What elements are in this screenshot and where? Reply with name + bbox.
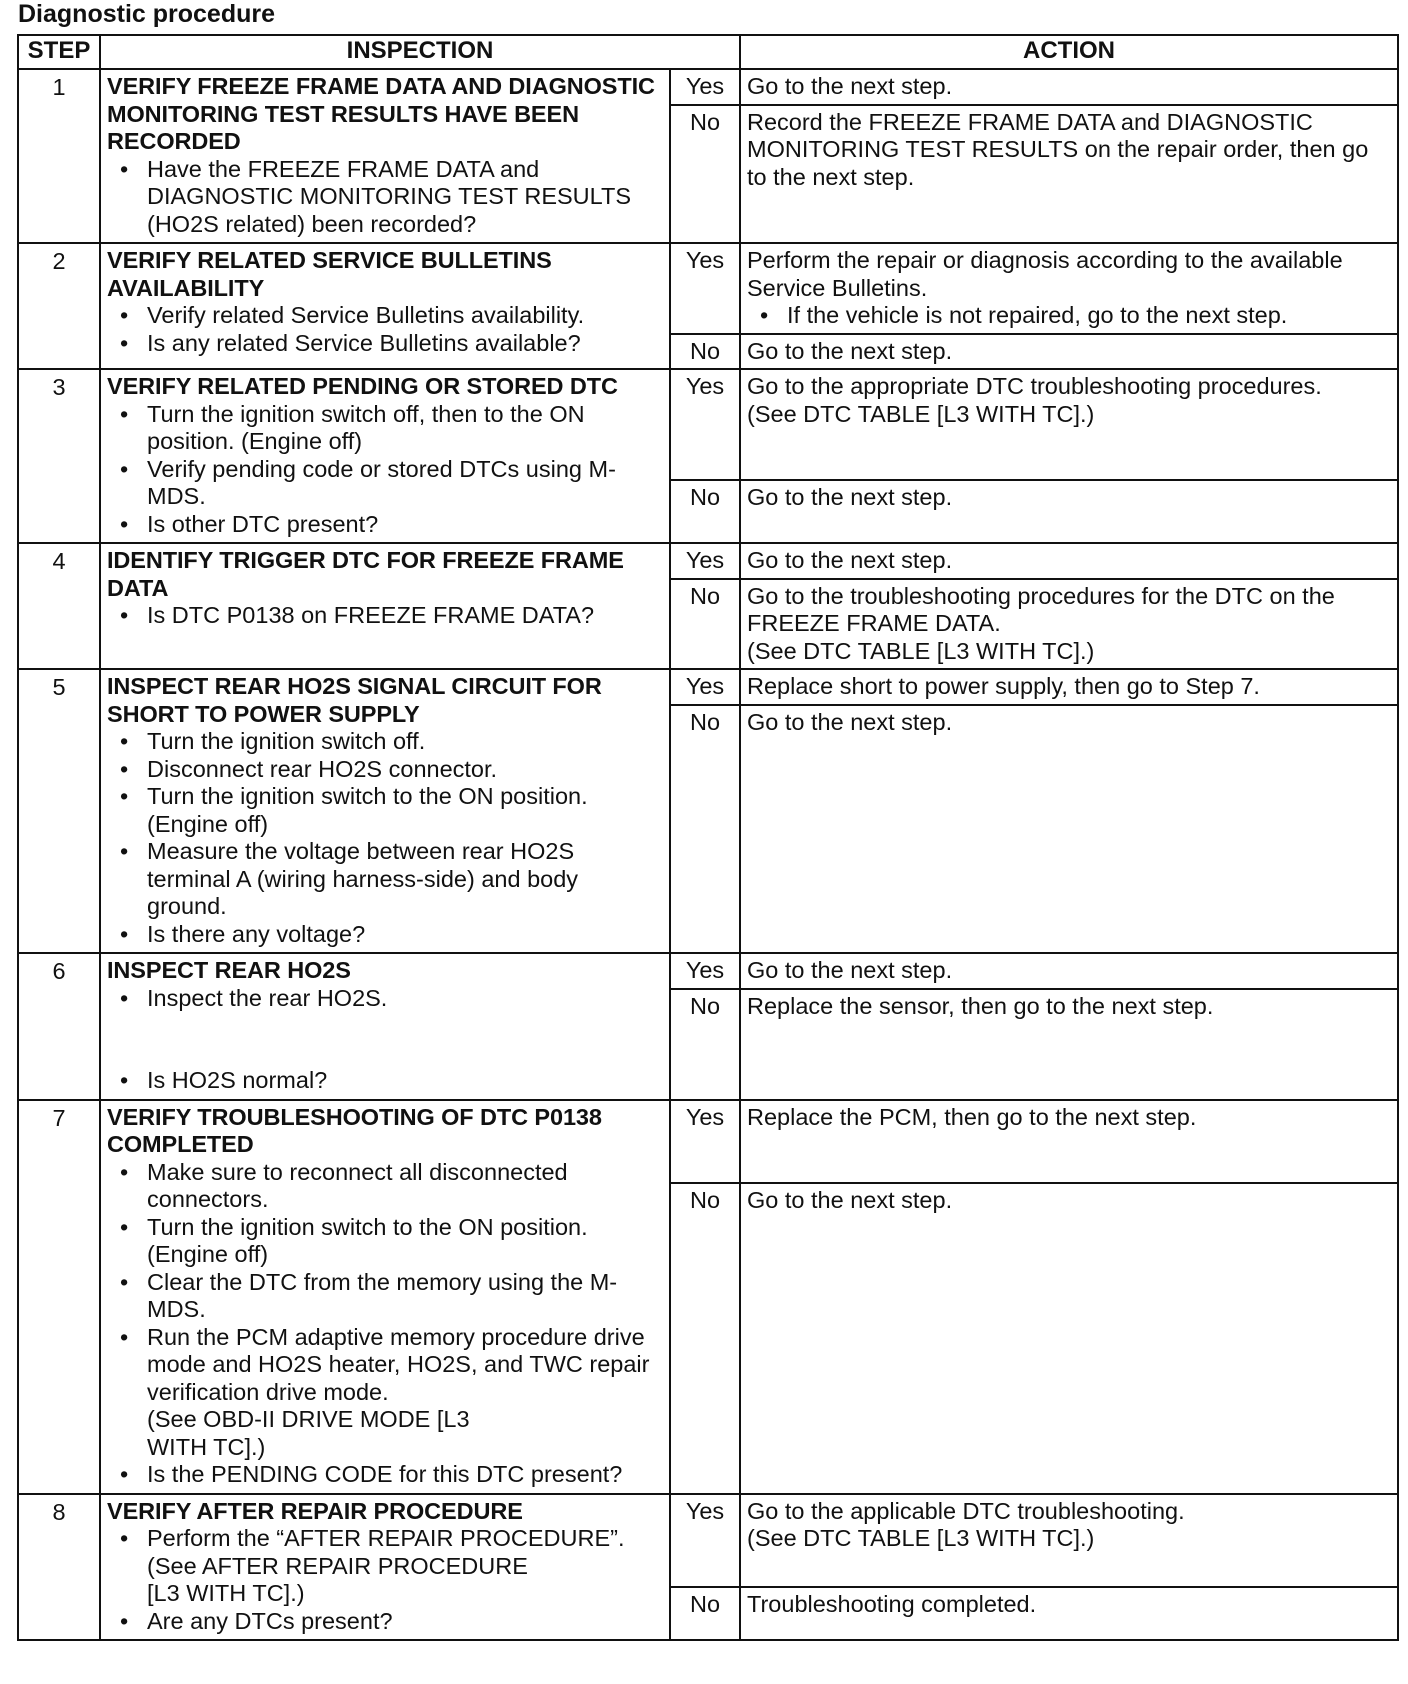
yes-action: Go to the next step. <box>740 543 1398 579</box>
inspection-cell <box>100 369 670 543</box>
inspection-cell <box>100 953 670 1100</box>
yes-label: Yes <box>670 543 740 579</box>
yes-action: Go to the applicable DTC troubleshooting. (See DTC TABLE [L3 WITH TC].) <box>740 1494 1398 1588</box>
inspection-bullet: • Measure the voltage between rear HO2S terminal A (wiring harness-side) and body ground. <box>147 838 663 921</box>
inspection-header: INSPECTION <box>100 35 740 69</box>
step-number: 1 <box>18 69 100 243</box>
yes-action: Go to the next step. <box>740 69 1398 105</box>
step-header: STEP <box>18 35 100 69</box>
step-number: 6 <box>18 953 100 1100</box>
inspection-cell <box>100 243 670 369</box>
inspection-cell <box>100 69 670 243</box>
yes-action: Go to the appropriate DTC troubleshooting procedures. (See DTC TABLE [L3 WITH TC].) <box>740 369 1398 480</box>
yes-action-text: Perform the repair or diagnosis according to the available Service Bulletins. <box>747 247 1343 301</box>
inspection-bullet: • Turn the ignition switch off. <box>147 728 663 756</box>
no-action: Record the FREEZE FRAME DATA and DIAGNOSTIC MONITORING TEST RESULTS on the repair order, then go to the next step. <box>740 105 1398 244</box>
inspection-cell <box>100 1100 670 1494</box>
yes-label: Yes <box>670 1494 740 1588</box>
step-row <box>18 543 1398 579</box>
inspection-bullet: • Turn the ignition switch to the ON position. (Engine off) <box>147 783 663 838</box>
inspection-bullet: • Inspect the rear HO2S. <box>147 985 663 1013</box>
inspection-title: VERIFY TROUBLESHOOTING OF DTC P0138 COMPLETED <box>107 1103 602 1157</box>
no-action: Go to the next step. <box>740 334 1398 370</box>
yes-label: Yes <box>670 669 740 705</box>
step-number: 4 <box>18 543 100 669</box>
inspection-cell <box>100 543 670 669</box>
inspection-title: VERIFY FREEZE FRAME DATA AND DIAGNOSTIC MONITORING TEST RESULTS HAVE BEEN RECORDED <box>107 73 655 154</box>
no-label: No <box>670 105 740 244</box>
yes-label: Yes <box>670 69 740 105</box>
inspection-bullet: • Are any DTCs present? <box>147 1608 663 1636</box>
page-title: Diagnostic procedure <box>18 0 275 28</box>
inspection-bullet: • Disconnect rear HO2S connector. <box>147 756 663 784</box>
inspection-bullet: • Is HO2S normal? <box>147 1067 663 1095</box>
inspection-bullet: • Perform the “AFTER REPAIR PROCEDURE”. (See AFTER REPAIR PROCEDURE [L3 WITH TC].) <box>147 1525 663 1608</box>
no-action: Go to the next step. <box>740 480 1398 543</box>
inspection-bullet: • Have the FREEZE FRAME DATA and DIAGNOSTIC MONITORING TEST RESULTS (HO2S related) been recorded? <box>147 156 663 239</box>
no-action: Go to the next step. <box>740 705 1398 954</box>
no-label: No <box>670 334 740 370</box>
inspection-bullet: • Make sure to reconnect all disconnected connectors. <box>147 1159 663 1214</box>
no-action: Replace the sensor, then go to the next step. <box>740 989 1398 1100</box>
inspection-title: INSPECT REAR HO2S SIGNAL CIRCUIT FOR SHORT TO POWER SUPPLY <box>107 673 602 727</box>
step-number: 8 <box>18 1494 100 1641</box>
yes-action: Replace the PCM, then go to the next step. <box>740 1100 1398 1183</box>
no-action: Go to the next step. <box>740 1183 1398 1494</box>
inspection-bullet: • Turn the ignition switch off, then to the ON position. (Engine off) <box>147 401 663 456</box>
inspection-bullet: • Is any related Service Bulletins available? <box>147 330 663 358</box>
inspection-title: IDENTIFY TRIGGER DTC FOR FREEZE FRAME DATA <box>107 547 624 601</box>
action-header: ACTION <box>740 35 1398 69</box>
step-number: 5 <box>18 669 100 953</box>
inspection-bullet: • Verify pending code or stored DTCs using M-MDS. <box>147 456 663 511</box>
spacer <box>107 1012 663 1067</box>
step-row <box>18 69 1398 105</box>
step-number: 7 <box>18 1100 100 1494</box>
yes-label: Yes <box>670 243 740 334</box>
inspection-cell <box>100 669 670 953</box>
header-row <box>18 35 1398 69</box>
yes-label: Yes <box>670 369 740 480</box>
inspection-bullet: • Is there any voltage? <box>147 921 663 949</box>
yes-label: Yes <box>670 953 740 989</box>
inspection-bullet: • Is other DTC present? <box>147 511 663 539</box>
yes-action <box>740 243 1398 334</box>
yes-label: Yes <box>670 1100 740 1183</box>
inspection-bullet: • Is DTC P0138 on FREEZE FRAME DATA? <box>147 602 663 630</box>
inspection-bullet: • Clear the DTC from the memory using the M-MDS. <box>147 1269 663 1324</box>
inspection-title: INSPECT REAR HO2S <box>107 957 351 983</box>
no-action: Troubleshooting completed. <box>740 1587 1398 1640</box>
yes-action: Go to the next step. <box>740 953 1398 989</box>
inspection-title: VERIFY AFTER REPAIR PROCEDURE <box>107 1497 523 1524</box>
no-label: No <box>670 1587 740 1640</box>
inspection-cell <box>100 1494 670 1641</box>
action-bullet: • If the vehicle is not repaired, go to the next step. <box>787 302 1391 330</box>
inspection-bullet: • Verify related Service Bulletins availability. <box>147 302 663 330</box>
inspection-title: VERIFY RELATED SERVICE BULLETINS AVAILABILITY <box>107 247 552 301</box>
yes-action: Replace short to power supply, then go to Step 7. <box>740 669 1398 705</box>
no-label: No <box>670 1183 740 1494</box>
step-row <box>18 953 1398 989</box>
inspection-bullet: • Run the PCM adaptive memory procedure drive mode and HO2S heater, HO2S, and TWC repair verification drive mode. (See OBD-II DRIVE MODE [L3 WITH TC].) <box>147 1324 663 1462</box>
step-row <box>18 369 1398 480</box>
diagnostic-table <box>17 34 1399 1641</box>
step-row <box>18 243 1398 334</box>
no-action: Go to the troubleshooting procedures for the DTC on the FREEZE FRAME DATA. (See DTC TABLE [L3 WITH TC].) <box>740 579 1398 670</box>
step-number: 3 <box>18 369 100 543</box>
no-label: No <box>670 989 740 1100</box>
no-label: No <box>670 579 740 670</box>
step-row <box>18 669 1398 705</box>
step-row <box>18 1100 1398 1183</box>
inspection-bullet: • Is the PENDING CODE for this DTC present? <box>147 1461 663 1489</box>
no-label: No <box>670 705 740 954</box>
inspection-title: VERIFY RELATED PENDING OR STORED DTC <box>107 373 618 399</box>
step-number: 2 <box>18 243 100 369</box>
no-label: No <box>670 480 740 543</box>
inspection-bullet: • Turn the ignition switch to the ON position. (Engine off) <box>147 1214 663 1269</box>
step-row <box>18 1494 1398 1588</box>
